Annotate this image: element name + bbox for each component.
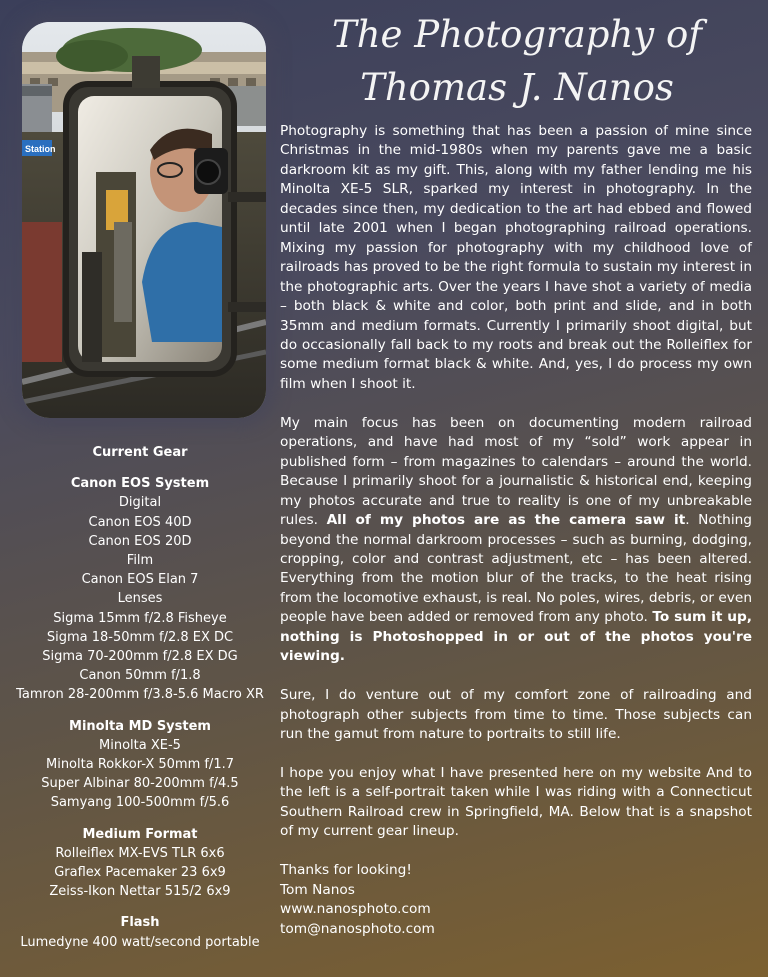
gear-item: Minolta XE-5 xyxy=(99,737,181,753)
gear-item: Graflex Pacemaker 23 6x9 xyxy=(54,865,226,881)
welcome-paragraph: I hope you enjoy what I have presented here on my website And to the left is a self-portrait taken while I was riding with a Connecticut Southern Railroad crew in Springfield, MA. Below that is a snapshot of my current gear lineup. xyxy=(280,764,752,840)
gear-section-title: Medium Format xyxy=(82,826,198,842)
intro-paragraph: Photography is something that has been a passion of mine since Christmas in the mid-1980s when my parents gave me a basic darkroom kit as my gift. This, along with my father lending me his Minolta XE-5 SLR, sparked my interest in photography. In the decades since then, my dedication to the art had ebbed and flowed until late 2001 when I began photographing railroad operations. Mixing my passion for photography with my childhood love of railroads has proved to be the right formula to sustain my interest in the photographic arts. Over the years I have shot a variety of media – both black & white and color, both print and slide, and in both 35mm and medium formats. Currently I primarily shoot digital, but do occasionally fall back to my roots and break out the Rolleiflex for some medium format black & white. And, yes, I do process my own film when I shoot it. xyxy=(280,123,752,392)
gear-item: Zeiss-Ikon Nettar 515/2 6x9 xyxy=(49,884,231,900)
gear-item: Digital xyxy=(118,495,162,511)
email-link[interactable]: tom@nanosphoto.com xyxy=(280,920,435,937)
focus-text-b: . Nothing beyond the normal darkroom processes – such as burning, dodging, cropping, color and contrast adjustment, etc – has been altered. Everything from the motion blur of the tracks, to the heat rising from the locomotive exhaust, is real. No poles, wires, debris, or even people have been added or removed from any photo. xyxy=(280,512,752,626)
gear-section-flash xyxy=(0,913,280,951)
gear-section-minolta xyxy=(0,717,280,813)
gear-section-title: Minolta MD System xyxy=(69,718,211,734)
gear-item: Sigma 70-200mm f/2.8 EX DG xyxy=(42,649,238,665)
gear-item: Canon 50mm f/1.8 xyxy=(79,668,201,684)
page-title xyxy=(282,8,752,114)
signoff xyxy=(280,861,752,939)
gear-section-medium-format xyxy=(0,825,280,902)
gear-item: Sigma 15mm f/2.8 Fisheye xyxy=(53,610,227,626)
title-line-2: Thomas J. Nanos xyxy=(360,66,674,109)
gear-item: Tamron 28-200mm f/3.8-5.6 Macro XR xyxy=(16,687,264,703)
station-sign-text: Station xyxy=(25,144,56,154)
gear-item: Lenses xyxy=(117,591,163,607)
focus-text-a: My main focus has been on documenting modern railroad operations, and have had most of my “sold” work appear in published form – from magazines to calendars – around the world. Because I primarily shoot for a journalistic & historical end, keeping my photos accurate and true to reality is one of my unbreakable rules. xyxy=(280,414,752,529)
gear-item: Sigma 18-50mm f/2.8 EX DC xyxy=(46,629,234,645)
gear-heading: Current Gear xyxy=(92,445,188,460)
self-portrait-illustration xyxy=(22,22,266,418)
gear-section-canon xyxy=(0,474,280,704)
gear-section-title: Flash xyxy=(120,915,160,931)
gear-section-title: Canon EOS System xyxy=(70,476,210,492)
gear-item: Lumedyne 400 watt/second portable xyxy=(20,934,260,950)
gear-item: Film xyxy=(126,553,154,569)
gear-item: Canon EOS 20D xyxy=(88,533,192,549)
other-subjects-paragraph: Sure, I do venture out of my comfort zone of railroading and photograph other subjects from time to time. Those subjects can run the gamut from nature to portraits to still life. xyxy=(280,687,752,743)
author-name: Tom Nanos xyxy=(280,881,355,898)
gear-item: Rolleiflex MX-EVS TLR 6x6 xyxy=(55,845,225,861)
gear-item: Samyang 100-500mm f/5.6 xyxy=(50,795,230,811)
gear-item: Super Albinar 80-200mm f/4.5 xyxy=(41,776,239,792)
gear-heading-section xyxy=(0,443,280,462)
about-text xyxy=(280,122,752,958)
thanks-line: Thanks for looking! xyxy=(280,862,412,879)
gear-item: Canon EOS Elan 7 xyxy=(81,572,199,588)
self-portrait-photo xyxy=(22,22,266,418)
current-gear-list xyxy=(0,443,280,964)
focus-bold-statement: All of my photos are as the camera saw it xyxy=(326,512,686,529)
website-link[interactable]: www.nanosphoto.com xyxy=(280,901,431,918)
title-line-1: The Photography of xyxy=(332,13,702,56)
focus-paragraph xyxy=(280,414,752,667)
gear-item: Canon EOS 40D xyxy=(88,514,192,530)
focus-bold-summary: To sum it up, nothing is Photoshopped in or out of the photos you're viewing. xyxy=(280,609,752,665)
gear-item: Minolta Rokkor-X 50mm f/1.7 xyxy=(45,757,234,773)
